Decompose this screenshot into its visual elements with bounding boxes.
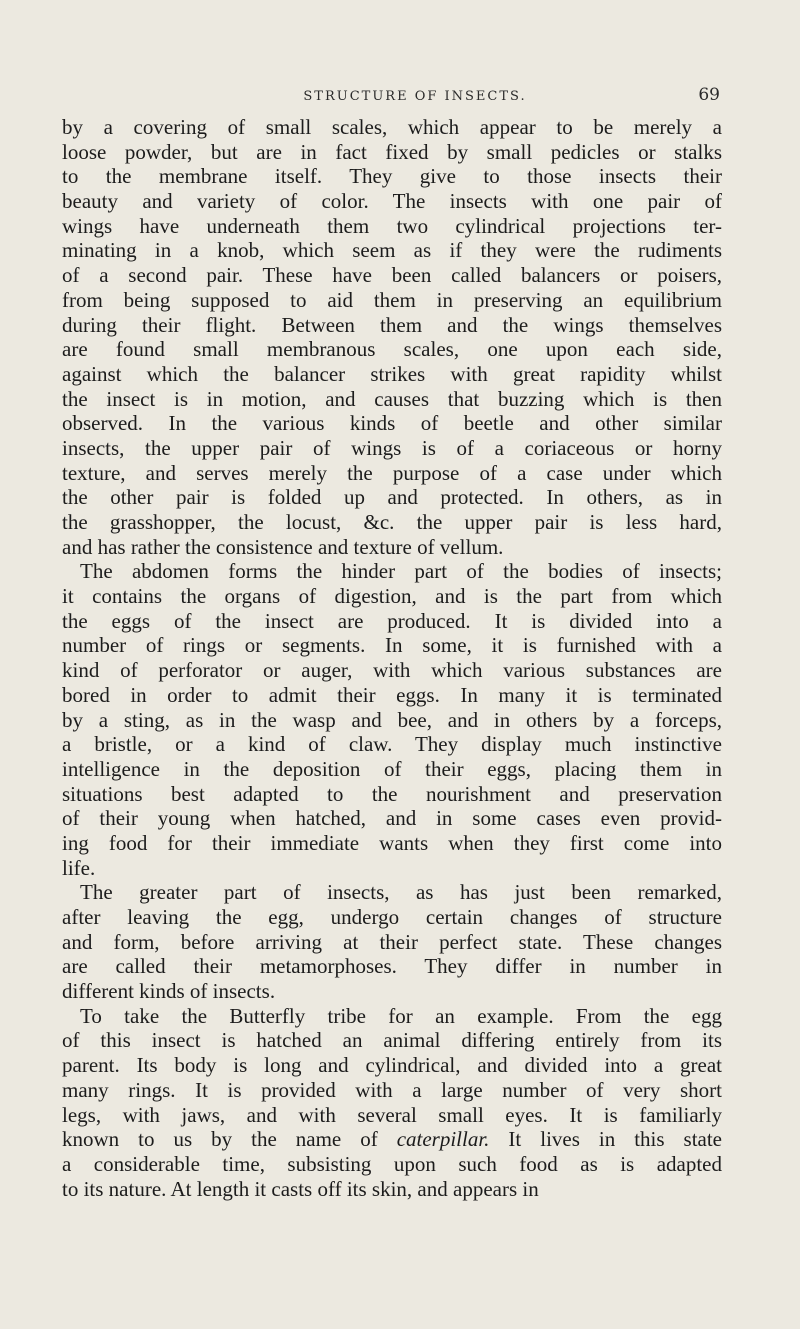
text-line: the insect is in motion, and causes that buzzing which is then (62, 386, 722, 411)
text-line: of their young when hatched, and in some cases even provid- (62, 806, 722, 831)
text-line: minating in a knob, which seem as if they were the rudiments (62, 238, 722, 263)
text-line: texture, and serves merely the purpose of a case under which (62, 460, 722, 485)
text-line: by a covering of small scales, which appear to be merely a (62, 115, 722, 139)
text-line: The greater part of insects, as has just been remarked, (80, 880, 722, 905)
text-line: parent. Its body is long and cylindrical, and divided into a great (62, 1053, 722, 1078)
text-line: insects, the upper pair of wings is of a coriaceous or horny (62, 435, 722, 460)
paragraph (62, 880, 722, 1003)
text-line: to its nature. At length it casts off its skin, and appears in (62, 1176, 539, 1201)
text-line: many rings. It is provided with a large number of very short (62, 1077, 722, 1102)
text-line: from being supposed to aid them in preserving an equilibrium (62, 287, 722, 312)
paragraph (62, 115, 722, 559)
line-text: It lives in this state (489, 1127, 722, 1152)
body-text (62, 115, 722, 1201)
text-line: are called their metamorphoses. They differ in number in (62, 954, 722, 979)
text-line: wings have underneath them two cylindrical projections ter- (62, 213, 722, 238)
text-line: during their flight. Between them and the wings themselves (62, 312, 722, 337)
paragraph (62, 559, 722, 880)
text-line: a considerable time, subsisting upon such food as is adapted (62, 1151, 722, 1176)
text-line: beauty and variety of color. The insects with one pair of (62, 189, 722, 214)
text-line: ing food for their immediate wants when they first come into (62, 830, 722, 855)
text-line: are found small membranous scales, one upon each side, (62, 337, 722, 362)
text-line: legs, with jaws, and with several small eyes. It is familiarly (62, 1102, 722, 1127)
text-line: and has rather the consistence and texture of vellum. (62, 534, 504, 559)
text-line: of a second pair. These have been called balancers or poisers, (62, 263, 722, 288)
text-line: loose powder, but are in fact fixed by small pedicles or stalks (62, 139, 722, 164)
italic-term-caterpillar: caterpillar. (396, 1127, 490, 1152)
text-line: the grasshopper, the locust, &c. the upper pair is less hard, (62, 510, 722, 534)
text-line: kind of perforator or auger, with which various substances are (62, 658, 722, 683)
text-line: the eggs of the insect are produced. It is divided into a (62, 608, 722, 633)
line-text: known to us by the name of (62, 1127, 397, 1152)
paragraphs (62, 115, 722, 1127)
text-line: observed. In the various kinds of beetle and other similar (62, 411, 722, 436)
text-line: against which the balancer strikes with great rapidity whilst (62, 361, 722, 386)
text-line: a bristle, or a kind of claw. They display much instinctive (62, 732, 722, 757)
text-line: number of rings or segments. In some, it is furnished with a (62, 633, 722, 658)
text-line: it contains the organs of digestion, and is the part from which (62, 584, 722, 609)
text-line: situations best adapted to the nourishment and preservation (62, 781, 722, 806)
text-line: To take the Butterfly tribe for an example. From the egg (80, 1003, 722, 1028)
text-line: after leaving the egg, undergo certain changes of structure (62, 905, 722, 929)
text-line: to the membrane itself. They give to those insects their (62, 164, 722, 189)
text-line-caterpillar (62, 1127, 722, 1152)
text-line: by a sting, as in the wasp and bee, and in others by a forceps, (62, 707, 722, 732)
running-title: STRUCTURE OF INSECTS. (303, 89, 527, 104)
text-line: bored in order to admit their eggs. In many it is terminated (62, 682, 722, 707)
text-line: different kinds of insects. (62, 979, 276, 1004)
text-line: of this insect is hatched an animal differing entirely from its (62, 1028, 722, 1053)
paragraph (62, 1004, 722, 1127)
text-line: the other pair is folded up and protected. In others, as in (62, 485, 722, 510)
text-line: intelligence in the deposition of their eggs, placing them in (62, 756, 722, 781)
text-line: The abdomen forms the hinder part of the bodies of insects; (80, 559, 722, 584)
text-line: and form, before arriving at their perfect state. These changes (62, 929, 722, 954)
running-head (110, 85, 720, 107)
text-line: life. (62, 855, 96, 880)
page-number: 69 (698, 85, 720, 105)
